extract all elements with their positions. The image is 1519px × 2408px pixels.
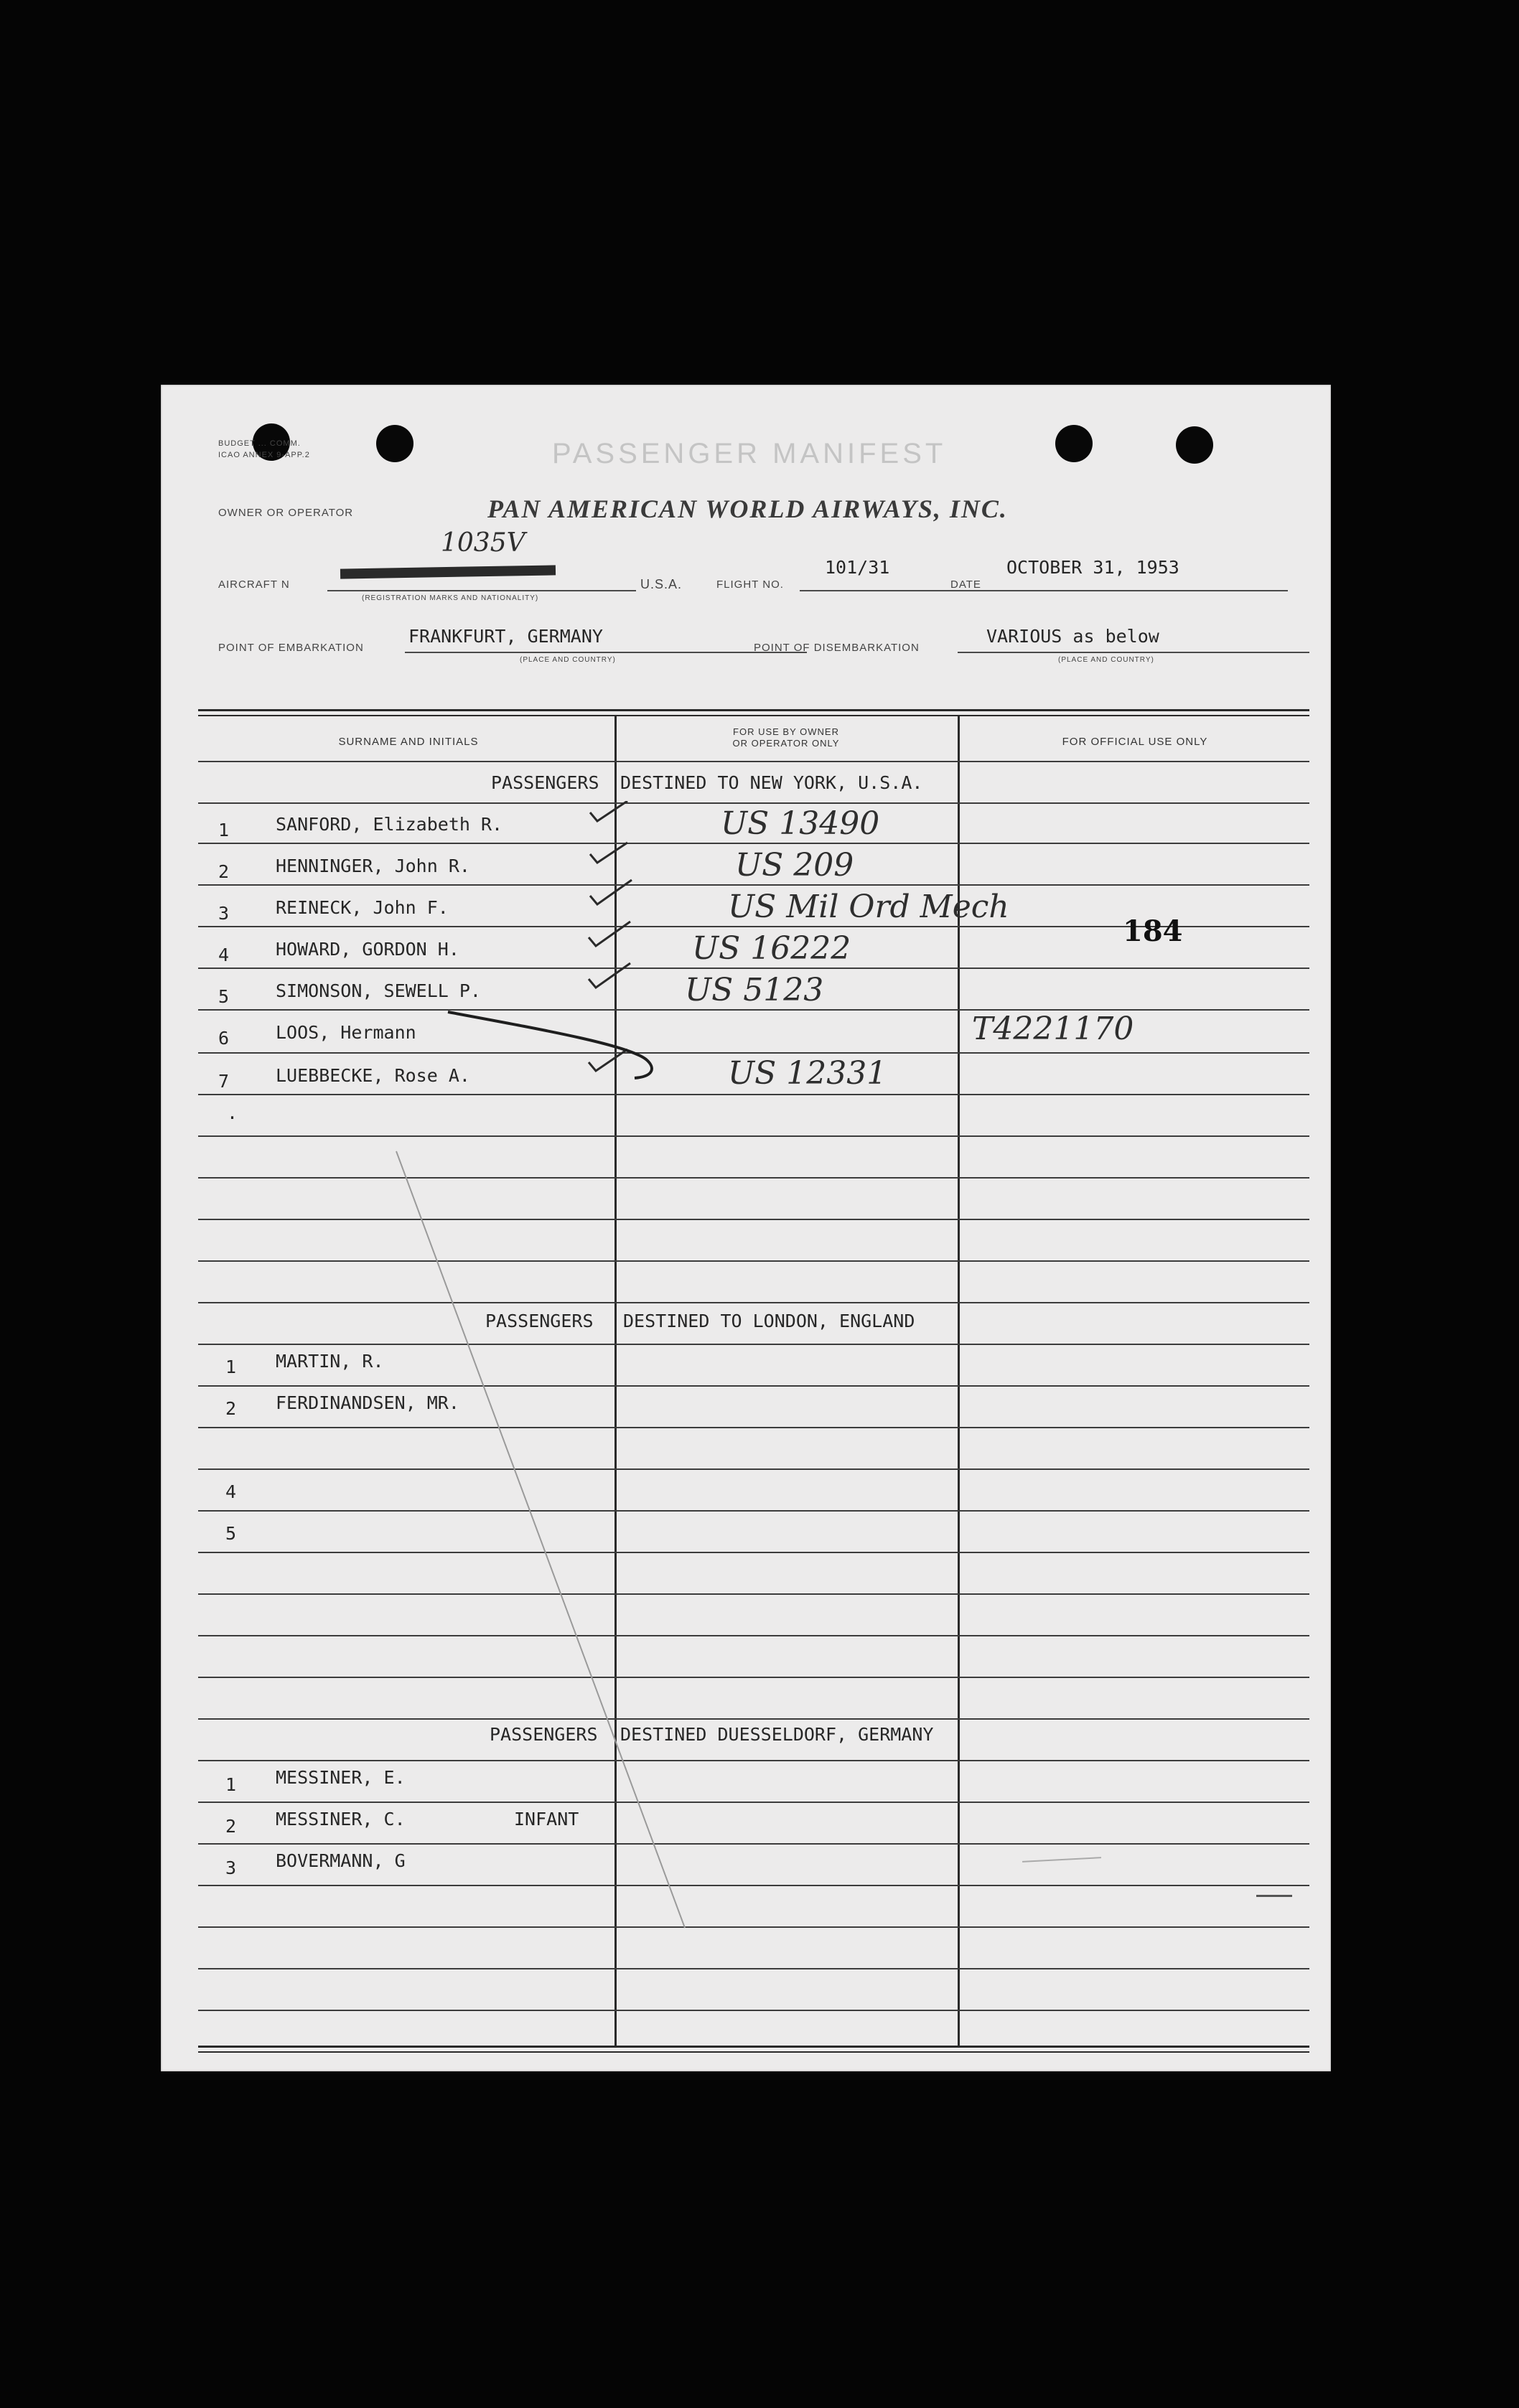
pencil-mark <box>1022 1857 1101 1863</box>
row-number: 3 <box>225 1857 237 1878</box>
operator-note: US 209 <box>735 847 854 884</box>
col-head-owner-2: OR OPERATOR ONLY <box>732 738 840 749</box>
table-top-rule <box>198 709 1309 711</box>
passenger-name: LOOS, Hermann <box>276 1022 416 1043</box>
passenger-name: REINECK, John F. <box>276 897 449 918</box>
section-ny-heading-right: DESTINED TO NEW YORK, U.S.A. <box>620 772 923 793</box>
disembark-line <box>958 652 1309 653</box>
passenger-name: HENNINGER, John R. <box>276 856 470 876</box>
passenger-name: FERDINANDSEN, MR. <box>276 1392 459 1413</box>
aircraft-handwritten: 1035V <box>441 528 525 558</box>
punch-hole-2 <box>376 425 413 462</box>
row-number: 7 <box>218 1071 230 1092</box>
disembark-caption: (PLACE AND COUNTRY) <box>1058 656 1154 664</box>
row-number: 1 <box>218 820 230 840</box>
row-number: 3 <box>218 903 230 924</box>
dot-mark: . <box>227 1102 238 1123</box>
row-number: 4 <box>218 945 230 965</box>
aircraft-line <box>327 590 636 591</box>
owner-name: PAN AMERICAN WORLD AIRWAYS, INC. <box>487 495 1008 523</box>
passenger-name: MARTIN, R. <box>276 1351 384 1372</box>
aircraft-label: AIRCRAFT N <box>218 578 290 591</box>
owner-label: OWNER OR OPERATOR <box>218 507 354 519</box>
row-number: 2 <box>218 861 230 882</box>
passenger-name: LUEBBECKE, Rose A. <box>276 1065 470 1086</box>
passenger-extra: INFANT <box>514 1809 579 1830</box>
passenger-name: MESSINER, C. <box>276 1809 406 1830</box>
embark-caption: (PLACE AND COUNTRY) <box>520 656 616 664</box>
row-number: 1 <box>225 1357 237 1377</box>
corner-stamp-line2: ICAO ANNEX 9-APP.2 <box>218 451 310 459</box>
table-bottom-rule <box>198 2046 1309 2048</box>
passenger-name: HOWARD, GORDON H. <box>276 939 459 960</box>
row-number: 6 <box>218 1028 230 1049</box>
usa-label: U.S.A. <box>640 577 683 591</box>
operator-note: US 12331 <box>728 1055 887 1092</box>
col-head-owner-1: FOR USE BY OWNER <box>733 726 839 737</box>
aircraft-redaction <box>340 565 556 578</box>
row-number: 2 <box>225 1816 237 1837</box>
section-london-heading-right: DESTINED TO LONDON, ENGLAND <box>623 1311 915 1331</box>
row-number: 2 <box>225 1398 237 1419</box>
registration-caption: (REGISTRATION MARKS AND NATIONALITY) <box>362 594 539 602</box>
passenger-name: MESSINER, E. <box>276 1767 406 1788</box>
section-ny-heading-left: PASSENGERS <box>491 772 599 793</box>
operator-note: US 13490 <box>721 805 880 842</box>
embark-label: POINT OF EMBARKATION <box>218 642 364 654</box>
operator-note: US Mil Ord Mech <box>728 889 1009 925</box>
col-head-name: SURNAME AND INITIALS <box>338 736 479 748</box>
passenger-name: BOVERMANN, G <box>276 1850 406 1871</box>
passenger-name: SANFORD, Elizabeth R. <box>276 814 503 835</box>
disembark-label: POINT OF DISEMBARKATION <box>754 642 920 654</box>
punch-hole-4 <box>1176 426 1213 464</box>
punch-hole-3 <box>1055 425 1093 462</box>
corner-stamp-line1: BUDGET ... COMM. <box>218 439 301 448</box>
flight-number: 101/31 <box>825 557 890 578</box>
disembarkation: VARIOUS as below <box>986 626 1159 647</box>
row-number: 4 <box>225 1481 237 1502</box>
operator-note: US 16222 <box>692 930 851 967</box>
pencil-dash <box>1256 1895 1292 1897</box>
official-note: T4221170 <box>972 1011 1134 1047</box>
form-title: PASSENGER MANIFEST <box>552 438 947 469</box>
row-number: 1 <box>225 1774 237 1795</box>
row-number: 5 <box>225 1523 237 1544</box>
row-number: 5 <box>218 986 230 1007</box>
table-bottom-rule-2 <box>198 2051 1309 2053</box>
flight-date: OCTOBER 31, 1953 <box>1006 557 1179 578</box>
section-dus-heading-left: PASSENGERS <box>490 1724 598 1745</box>
date-label: DATE <box>950 578 981 591</box>
embark-line <box>405 652 807 653</box>
table-top-rule-2 <box>198 715 1309 716</box>
section-dus-heading-right: DESTINED DUESSELDORF, GERMANY <box>620 1724 934 1745</box>
date-line <box>986 590 1288 591</box>
operator-note: US 5123 <box>685 972 824 1008</box>
section-london-heading-left: PASSENGERS <box>485 1311 594 1331</box>
passenger-name: SIMONSON, SEWELL P. <box>276 980 481 1001</box>
flight-label: FLIGHT NO. <box>716 578 784 591</box>
manifest-sheet <box>161 385 1331 2071</box>
official-stamp: 184 <box>1123 914 1183 948</box>
header-bottom-rule <box>198 761 1309 762</box>
strike-line-icon <box>441 1002 670 1081</box>
embarkation: FRANKFURT, GERMANY <box>408 626 603 647</box>
col-head-official: FOR OFFICIAL USE ONLY <box>1062 736 1208 748</box>
